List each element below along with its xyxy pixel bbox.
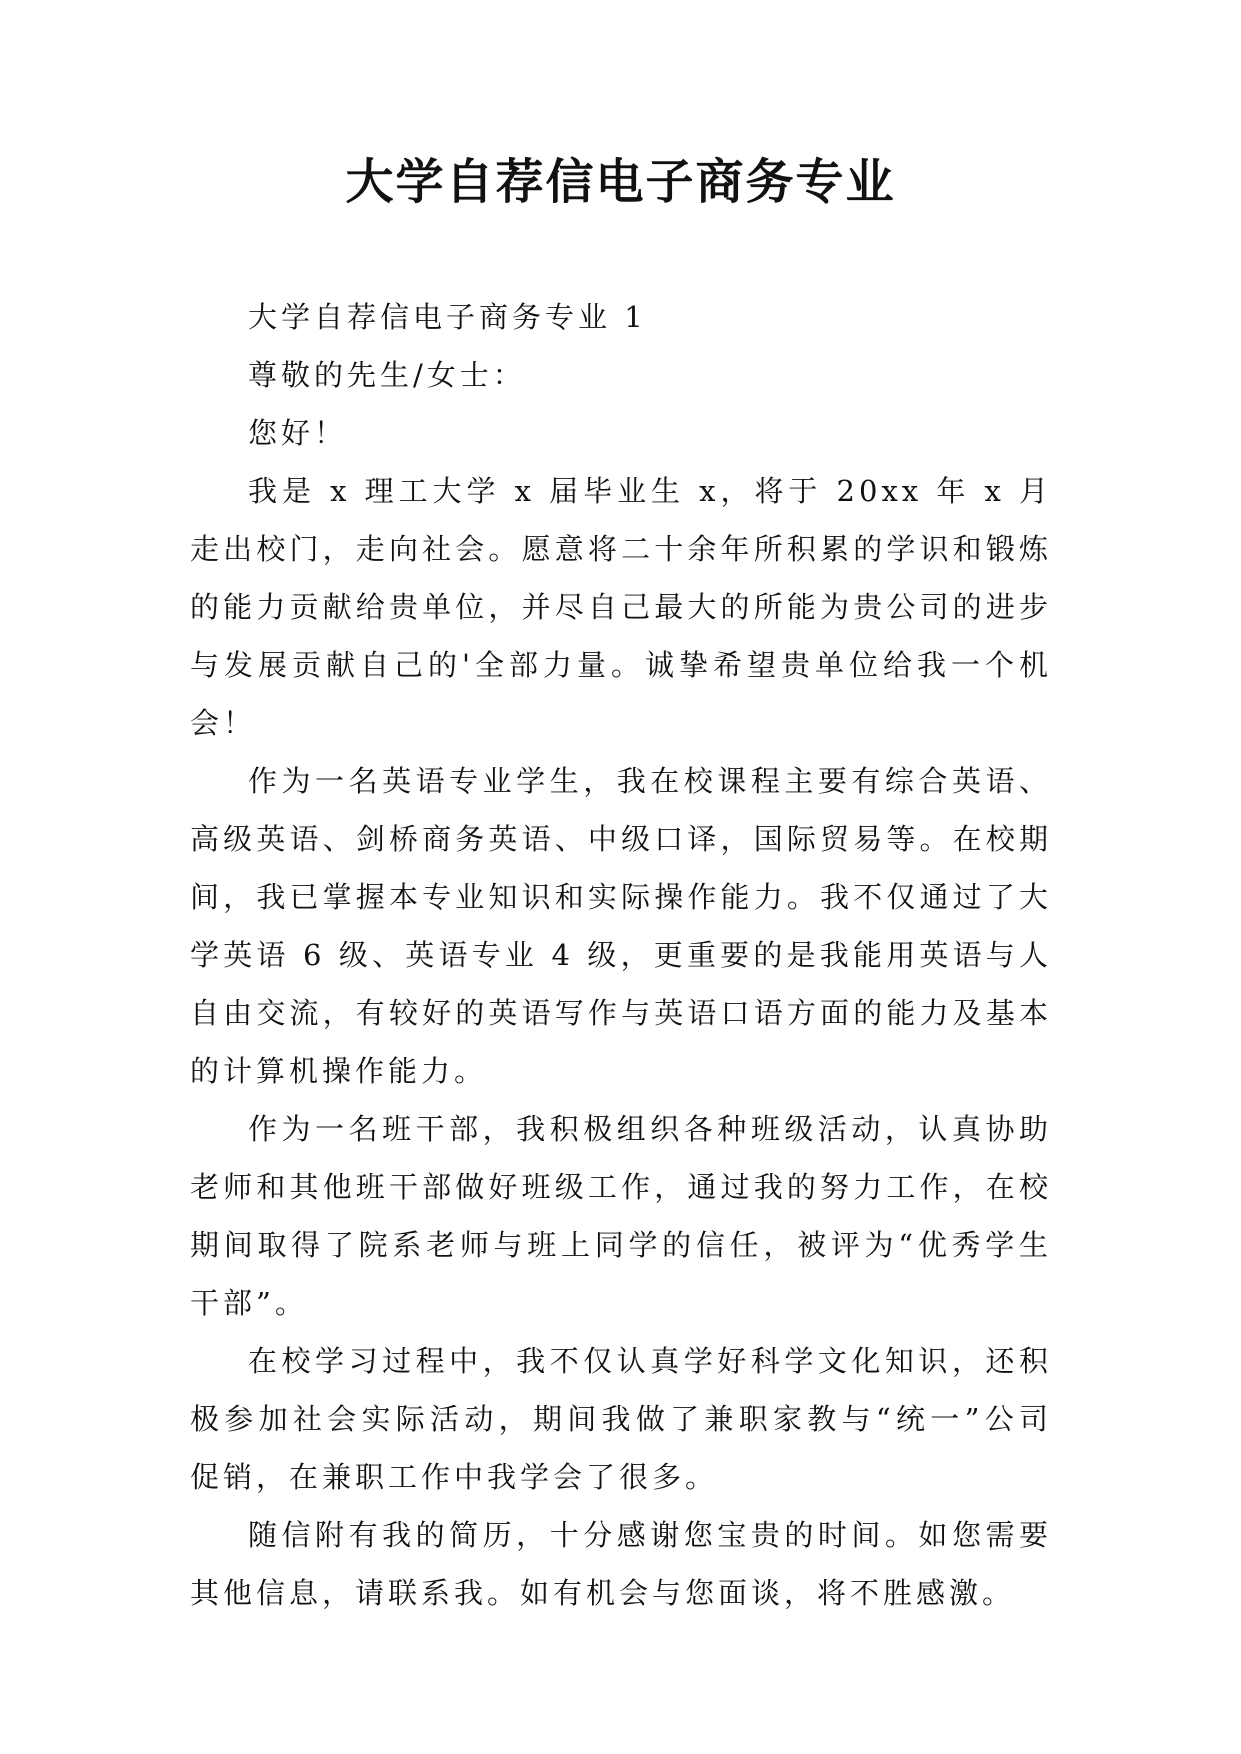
document-title: 大学自荐信电子商务专业 (345, 154, 896, 210)
paragraph-closing: 随信附有我的简历，十分感谢您宝贵的时间。如您需要其他信息，请联系我。如有机会与您面谈，将不胜感激。 (190, 1518, 1052, 1610)
salutation: 尊敬的先生/女士： (248, 358, 526, 392)
document-body (190, 288, 1052, 1622)
paragraph-english-major: 作为一名英语专业学生，我在校课程主要有综合英语、高级英语、剑桥商务英语、中级口译，国际贸易等。在校期间，我已掌握本专业知识和实际操作能力。我不仅通过了大学英语 6 级、英语专业 4 级，更重要的是我能用英语与人自由交流，有较好的英语写作与英语口语方面的能力及基本的计算机操作能力。 (190, 764, 1052, 1088)
paragraph-class-cadre: 作为一名班干部，我积极组织各种班级活动，认真协助老师和其他班干部做好班级工作，通过我的努力工作，在校期间取得了院系老师与班上同学的信任，被评为“优秀学生干部”。 (190, 1112, 1052, 1320)
paragraph-social-practice: 在校学习过程中，我不仅认真学好科学文化知识，还积极参加社会实际活动，期间我做了兼职家教与“统一”公司促销，在兼职工作中我学会了很多。 (190, 1344, 1052, 1494)
greeting: 您好！ (248, 416, 348, 450)
subtitle-line: 大学自荐信电子商务专业 1 (248, 300, 647, 334)
paragraph-introduction: 我是 x 理工大学 x 届毕业生 x，将于 20xx 年 x 月走出校门，走向社会。愿意将二十余年所积累的学识和锻炼的能力贡献给贵单位，并尽自己最大的所能为贵公司的进步与发展贡献自己的'全部力量。诚挚希望贵单位给我一个机会！ (190, 474, 1052, 740)
